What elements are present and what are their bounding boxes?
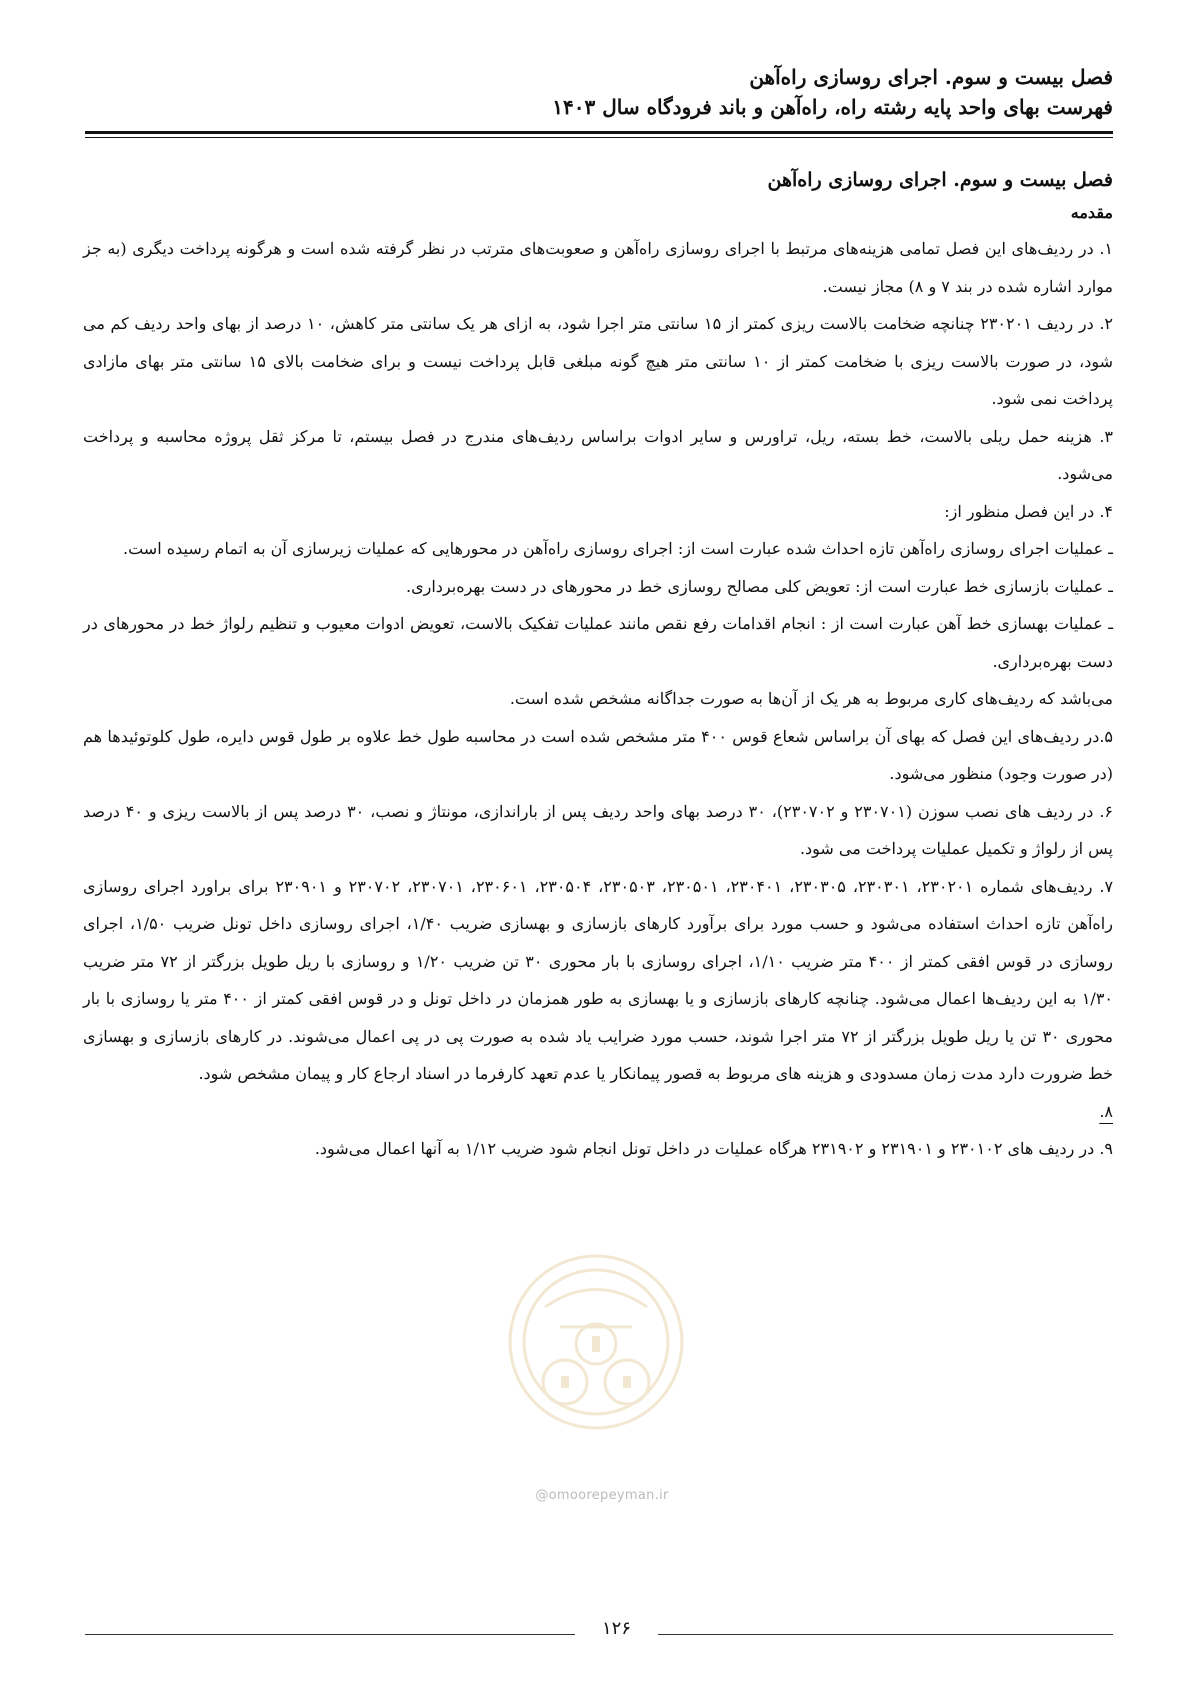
paragraph-3: ۳. هزینه حمل ریلی بالاست، خط بسته، ریل، تراورس و سایر ادوات براساس ردیف‌های مندرج در فصل بیستم، تا مرکز ثقل پروژه محاسبه و پرداخت می‌شود. <box>83 426 1113 483</box>
page-body <box>83 162 1113 1168</box>
footer-rule-left <box>85 1634 575 1635</box>
header-rule-thick <box>85 131 1113 134</box>
paragraph-8: ۸. <box>1099 1101 1113 1121</box>
watermark-caption: @omoorepeyman.ir <box>535 1488 669 1503</box>
header-title: فصل بیست و سوم. اجرای روسازی راه‌آهن <box>749 65 1113 89</box>
paragraph-2: ۲. در ردیف ۲۳۰۲۰۱ چنانچه ضخامت بالاست ریزی کمتر از ۱۵ سانتی متر اجرا شود، به ازای هر یک سانتی متر کاهش، ۱۰ درصد از بهای واحد ردیف کم می شود، در صورت بالاست ریزی با ضخامت کمتر از ۱۰ سانتی متر هیچ گونه مبلغی قابل پرداخت نیست و برای ضخامت بالای ۱۵ سانتی متر بهای مازادی پرداخت نمی شود. <box>83 314 1114 408</box>
footer-rule-right <box>658 1634 1113 1635</box>
intro-heading: مقدمه <box>1070 203 1113 222</box>
paragraph-4: ۴. در این فصل منظور از: <box>944 501 1113 521</box>
watermark-seal-icon <box>505 1232 687 1477</box>
paragraph-5: ۵.در ردیف‌های این فصل که بهای آن براساس شعاع قوس ۴۰۰ متر مشخص شده است در محاسبه طول خط علاوه بر طول قوس دایره، طول کلوتوئیدها هم (در صورت وجود) منظور می‌شود. <box>83 726 1113 783</box>
header-rule-thin <box>85 137 1113 138</box>
paragraph-4-closing: می‌باشد که ردیف‌های کاری مربوط به هر یک از آن‌ها به صورت جداگانه مشخص شده است. <box>509 689 1113 708</box>
paragraph-4-item-b: ـ عملیات بازسازی خط عبارت است از: تعویض کلی مصالح روسازی خط در محورهای در دست بهره‌برداری. <box>406 576 1113 596</box>
page-header <box>73 62 1113 122</box>
section-title: فصل بیست و سوم. اجرای روسازی راه‌آهن <box>767 169 1113 191</box>
paragraph-9: ۹. در ردیف های ۲۳۰۱۰۲ و ۲۳۱۹۰۱ و ۲۳۱۹۰۲ هرگاه عملیات در داخل تونل انجام شود ضریب ۱/۱۲ به آنها اعمال می‌شود. <box>314 1139 1113 1158</box>
header-subtitle: فهرست بهای واحد پایه رشته راه، راه‌آهن و باند فرودگاه سال ۱۴۰۳ <box>552 95 1113 119</box>
paragraph-7: ۷. ردیف‌های شماره ۲۳۰۲۰۱، ۲۳۰۳۰۱، ۲۳۰۳۰۵، ۲۳۰۴۰۱، ۲۳۰۵۰۱، ۲۳۰۵۰۳، ۲۳۰۵۰۴، ۲۳۰۶۰۱، ۲۳۰۷۰۱، ۲۳۰۷۰۲ و ۲۳۰۹۰۱ برای براورد اجرای روسازی راه‌آهن تازه احداث استفاده می‌شود و حسب مورد برای برآورد کارهای بازسازی و بهسازی ضریب ۱/۴۰، اجرای روسازی داخل تونل ضریب ۱/۵۰، اجرای روسازی در قوس افقی کمتر از ۴۰۰ متر ضریب ۱/۱۰، اجرای روسازی با بار محوری ۳۰ تن ضریب ۱/۲۰ و روسازی با ریل طویل بزرگتر از ۷۲ متر ضریب ۱/۳۰ به این ردیف‌ها اعمال می‌شود. چنانچه کارهای بازسازی و یا بهسازی به طور همزمان در داخل تونل و در قوس افقی کمتر از ۴۰۰ متر یا روسازی با بار محوری ۳۰ تن یا ریل طویل بزرگتر از ۷۲ متر اجرا شوند، حسب مورد ضرایب یاد شده به صورت پی در پی اعمال می‌شوند. در کارهای بازسازی و بهسازی خط ضرورت دارد مدت زمان مسدودی و هزینه های مربوط به قصور پیمانکار یا عدم تعهد کارفرما در اسناد ارجاع کار و پیمان مشخص شود. <box>83 876 1114 1083</box>
paragraph-4-item-a: ـ عملیات اجرای روسازی راه‌آهن تازه احداث شده عبارت است از: اجرای روسازی راه‌آهن در محورهایی که عملیات زیرسازی آن به اتمام رسیده است. <box>122 539 1113 558</box>
paragraph-1: ۱. در ردیف‌های این فصل تمامی هزینه‌های مرتبط با اجرای روسازی راه‌آهن و صعوبت‌های مترتب در نظر گرفته شده است و هرگونه پرداخت دیگری (به جز موارد اشاره شده در بند ۷ و ۸) مجاز نیست. <box>83 239 1113 296</box>
paragraph-6: ۶. در ردیف های نصب سوزن (۲۳۰۷۰۱ و ۲۳۰۷۰۲)، ۳۰ درصد بهای واحد ردیف پس از باراندازی، مونتاژ و نصب، ۳۰ درصد پس از بالاست ریزی و ۴۰ درصد پس از رلواژ و تکمیل عملیات پرداخت می شود. <box>83 801 1113 858</box>
paragraph-4-item-c: ـ عملیات بهسازی خط آهن عبارت است از : انجام اقدامات رفع نقص مانند عملیات تفکیک بالاست، تعویض ادوات معیوب و تنظیم رلواژ خط در محورهای در دست بهره‌برداری. <box>83 614 1113 671</box>
page-number: ۱۲۶ <box>601 1618 631 1639</box>
